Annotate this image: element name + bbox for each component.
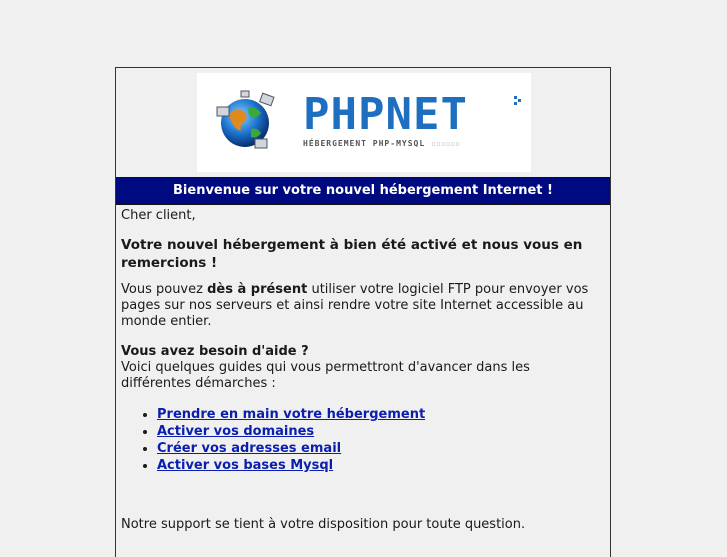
help-text: Voici quelques guides qui vous permettront d'avancer dans les différentes démarches : [121,360,530,391]
greeting: Cher client, [121,208,196,223]
usage-message [121,282,591,330]
list-item [157,406,425,423]
usage-suffix: utiliser votre logiciel FTP pour envoyer vos pages sur nos serveurs et ainsi rendre votre site Internet accessible au monde entier. [121,282,589,329]
guide-link-email[interactable]: Créer vos adresses email [157,441,342,456]
help-title: Vous avez besoin d'aide ? [121,344,309,359]
guides-list [121,406,425,474]
tagline-text: HÉBERGEMENT PHP-MYSQL [303,139,426,148]
logo [197,73,531,172]
list-item [157,423,425,440]
tagline-dots: ▫▫▫▫▫▫ [431,139,461,148]
list-item [157,440,425,457]
globe-icon [215,89,279,153]
guide-link-domains[interactable]: Activer vos domaines [157,424,315,439]
welcome-panel [115,67,611,557]
usage-emphasis: dès à présent [207,282,308,297]
list-item [157,457,425,474]
brand-arrow-icon [512,95,524,107]
usage-prefix: Vous pouvez [121,282,208,297]
activation-message: Votre nouvel hébergement à bien été activé et nous vous en remercions ! [121,237,583,271]
guide-link-hosting[interactable]: Prendre en main votre hébergement [157,407,426,422]
tagline [303,139,460,148]
welcome-banner: Bienvenue sur votre nouvel hébergement Internet ! [116,177,610,205]
support-message: Notre support se tient à votre disposition pour toute question. [121,517,526,532]
brand-name: PHPNET [303,89,468,140]
guide-link-mysql[interactable]: Activer vos bases Mysql [157,458,334,473]
